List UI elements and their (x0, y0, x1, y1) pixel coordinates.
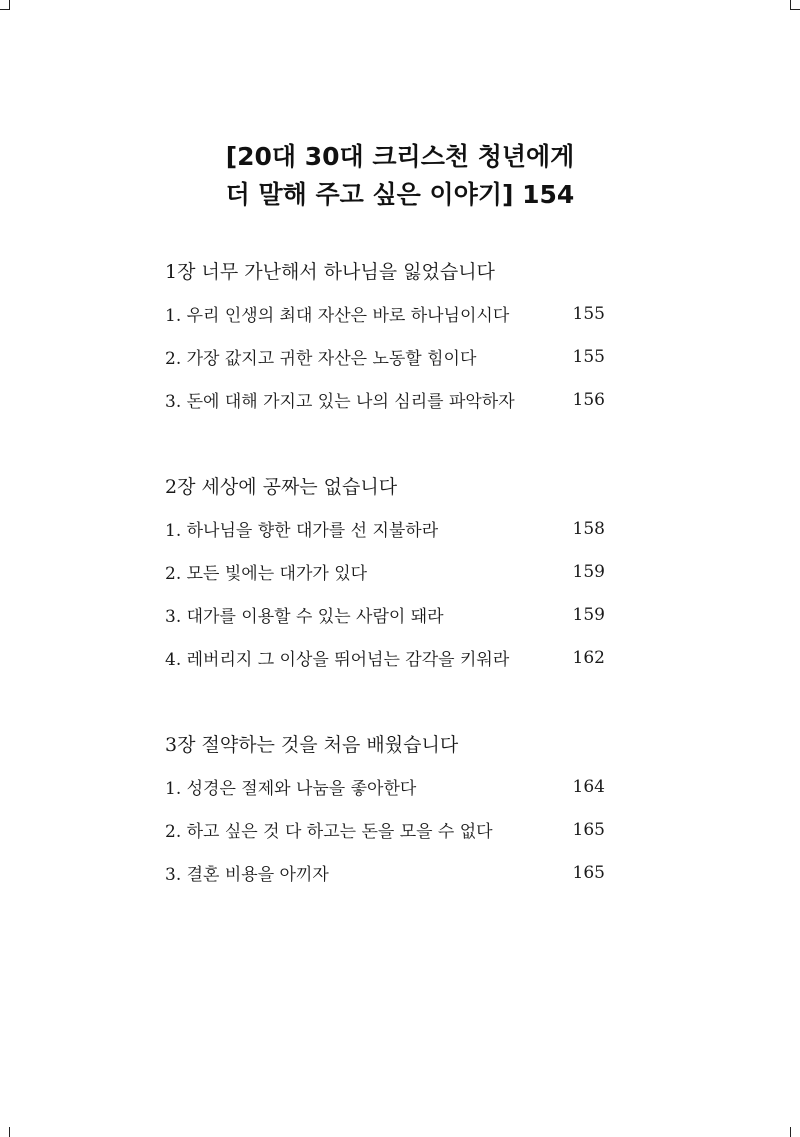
toc-entry[interactable] (165, 636, 605, 679)
toc-entry[interactable] (165, 335, 605, 378)
toc-entry-title: 1. 하나님을 향한 대가를 선 지불하라 (165, 521, 439, 541)
toc-entry[interactable] (165, 593, 605, 636)
toc-entry-page: 165 (572, 862, 605, 883)
toc-entry-title: 2. 모든 빛에는 대가가 있다 (165, 564, 368, 584)
chapter-1 (165, 252, 605, 421)
crop-mark-top-right-h (790, 9, 800, 10)
toc-entry-title: 2. 하고 싶은 것 다 하고는 돈을 모을 수 없다 (165, 822, 493, 842)
chapter-title: 2장 세상에 공짜는 없습니다 (165, 476, 398, 498)
toc-entry-title: 1. 성경은 절제와 나눔을 좋아한다 (165, 779, 417, 799)
toc-entry[interactable] (165, 292, 605, 335)
chapter-3 (165, 725, 605, 894)
chapter-title: 1장 너무 가난해서 하나님을 잃었습니다 (165, 261, 495, 283)
toc-entry-page: 159 (572, 561, 605, 582)
toc-entry[interactable] (165, 765, 605, 808)
section-header-line-2: 더 말해 주고 싶은 이야기] 154 (225, 180, 575, 209)
crop-mark-bottom-left-v (9, 1127, 10, 1137)
section-header-line-1: [20대 30대 크리스천 청년에게 (225, 142, 575, 171)
toc-entry-page: 162 (572, 647, 605, 668)
toc-entry-title: 4. 레버리지 그 이상을 뛰어넘는 감각을 키워라 (165, 650, 510, 670)
toc-entry[interactable] (165, 808, 605, 851)
chapter-2 (165, 467, 605, 679)
toc-entry[interactable] (165, 378, 605, 421)
crop-mark-top-right-v (790, 0, 791, 10)
toc-entry[interactable] (165, 550, 605, 593)
section-header (0, 138, 800, 214)
toc-entry-page: 155 (572, 346, 605, 367)
chapter-title: 3장 절약하는 것을 처음 배웠습니다 (165, 734, 459, 756)
toc-entry[interactable] (165, 507, 605, 550)
toc-entry-page: 158 (572, 518, 605, 539)
toc-entry-title: 2. 가장 값지고 귀한 자산은 노동할 힘이다 (165, 349, 477, 369)
crop-mark-bottom-right-v (790, 1127, 791, 1137)
toc-entry-page: 164 (572, 776, 605, 797)
toc-entry-title: 3. 돈에 대해 가지고 있는 나의 심리를 파악하자 (165, 392, 515, 412)
toc-entry-page: 156 (572, 389, 605, 410)
toc-entry-page: 155 (572, 303, 605, 324)
toc-entry-title: 3. 결혼 비용을 아끼자 (165, 865, 329, 885)
toc-entry-title: 3. 대가를 이용할 수 있는 사람이 돼라 (165, 607, 444, 627)
toc-entry-title: 1. 우리 인생의 최대 자산은 바로 하나님이시다 (165, 306, 510, 326)
crop-mark-top-left-v (9, 0, 10, 10)
toc-entry[interactable] (165, 851, 605, 894)
toc-entry-page: 159 (572, 604, 605, 625)
toc-entry-page: 165 (572, 819, 605, 840)
